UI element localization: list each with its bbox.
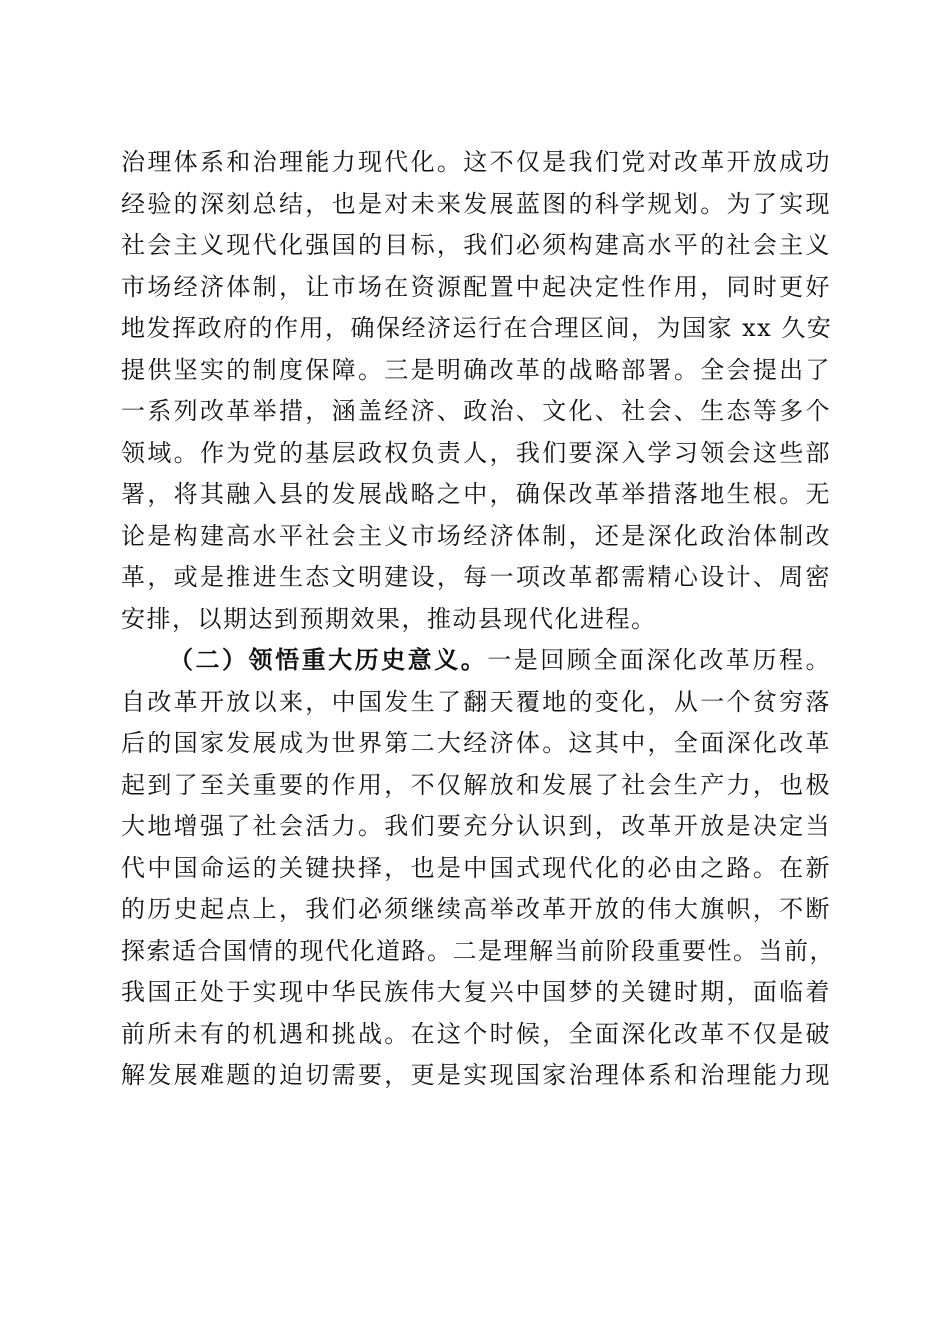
paragraph-2-line-1-rest: 一是回顾全面深化改革历程。 xyxy=(487,646,831,674)
section-heading: （二）领悟重大历史意义。 xyxy=(169,645,488,674)
paragraph-1-line-11: 革，或是推进生态文明建设，每一项改革都需精心设计、周密 xyxy=(121,563,831,591)
paragraph-2-line-2: 自改革开放以来，中国发生了翻天覆地的变化，从一个贫穷落 xyxy=(121,687,831,716)
paragraph-1-line-5: 地发挥政府的作用，确保经济运行在合理区间，为国家 xx 久安 xyxy=(121,314,833,342)
paragraph-1-line-4: 市场经济体制，让市场在资源配置中起决定性作用，同时更好 xyxy=(121,272,831,301)
paragraph-2-line-10: 前所未有的机遇和挑战。在这个时候，全面深化改革不仅是破 xyxy=(121,1019,831,1048)
paragraph-2-line-1 xyxy=(169,641,831,679)
paragraph-2-line-3: 后的国家发展成为世界第二大经济体。这其中，全面深化改革 xyxy=(121,729,831,757)
paragraph-1-line-6: 提供坚实的制度保障。三是明确改革的战略部署。全会提出了 xyxy=(121,355,831,384)
paragraph-1-line-7: 一系列改革举措，涵盖经济、政治、文化、社会、生态等多个 xyxy=(121,397,831,425)
paragraph-1-line-1: 治理体系和治理能力现代化。这不仅是我们党对改革开放成功 xyxy=(121,148,831,176)
paragraph-1-line-9: 署，将其融入县的发展战略之中，确保改革举措落地生根。无 xyxy=(121,480,831,508)
paragraph-1-line-10: 论是构建高水平社会主义市场经济体制，还是深化政治体制改 xyxy=(121,521,831,550)
paragraph-2-line-5: 大地增强了社会活力。我们要充分认识到，改革开放是决定当 xyxy=(121,812,831,840)
paragraph-2-line-11: 解发展难题的迫切需要，更是实现国家治理体系和治理能力现 xyxy=(121,1061,831,1089)
paragraph-2-line-7: 的历史起点上，我们必须继续高举改革开放的伟大旗帜，不断 xyxy=(121,895,831,923)
paragraph-2-line-6: 代中国命运的关键抉择，也是中国式现代化的必由之路。在新 xyxy=(121,853,831,882)
paragraph-2-line-4: 起到了至关重要的作用，不仅解放和发展了社会生产力，也极 xyxy=(121,770,831,799)
paragraph-1-line-3: 社会主义现代化强国的目标，我们必须构建高水平的社会主义 xyxy=(121,231,831,259)
paragraph-2-line-8: 探索适合国情的现代化道路。二是理解当前阶段重要性。当前， xyxy=(121,936,835,965)
paragraph-1-line-8: 领域。作为党的基层政权负责人，我们要深入学习领会这些部 xyxy=(121,438,831,467)
paragraph-1-line-12: 安排，以期达到预期效果，推动县现代化进程。 xyxy=(121,604,657,633)
paragraph-2-line-9: 我国正处于实现中华民族伟大复兴中国梦的关键时期，面临着 xyxy=(121,978,831,1006)
paragraph-1-line-2: 经验的深刻总结，也是对未来发展蓝图的科学规划。为了实现 xyxy=(121,189,831,218)
